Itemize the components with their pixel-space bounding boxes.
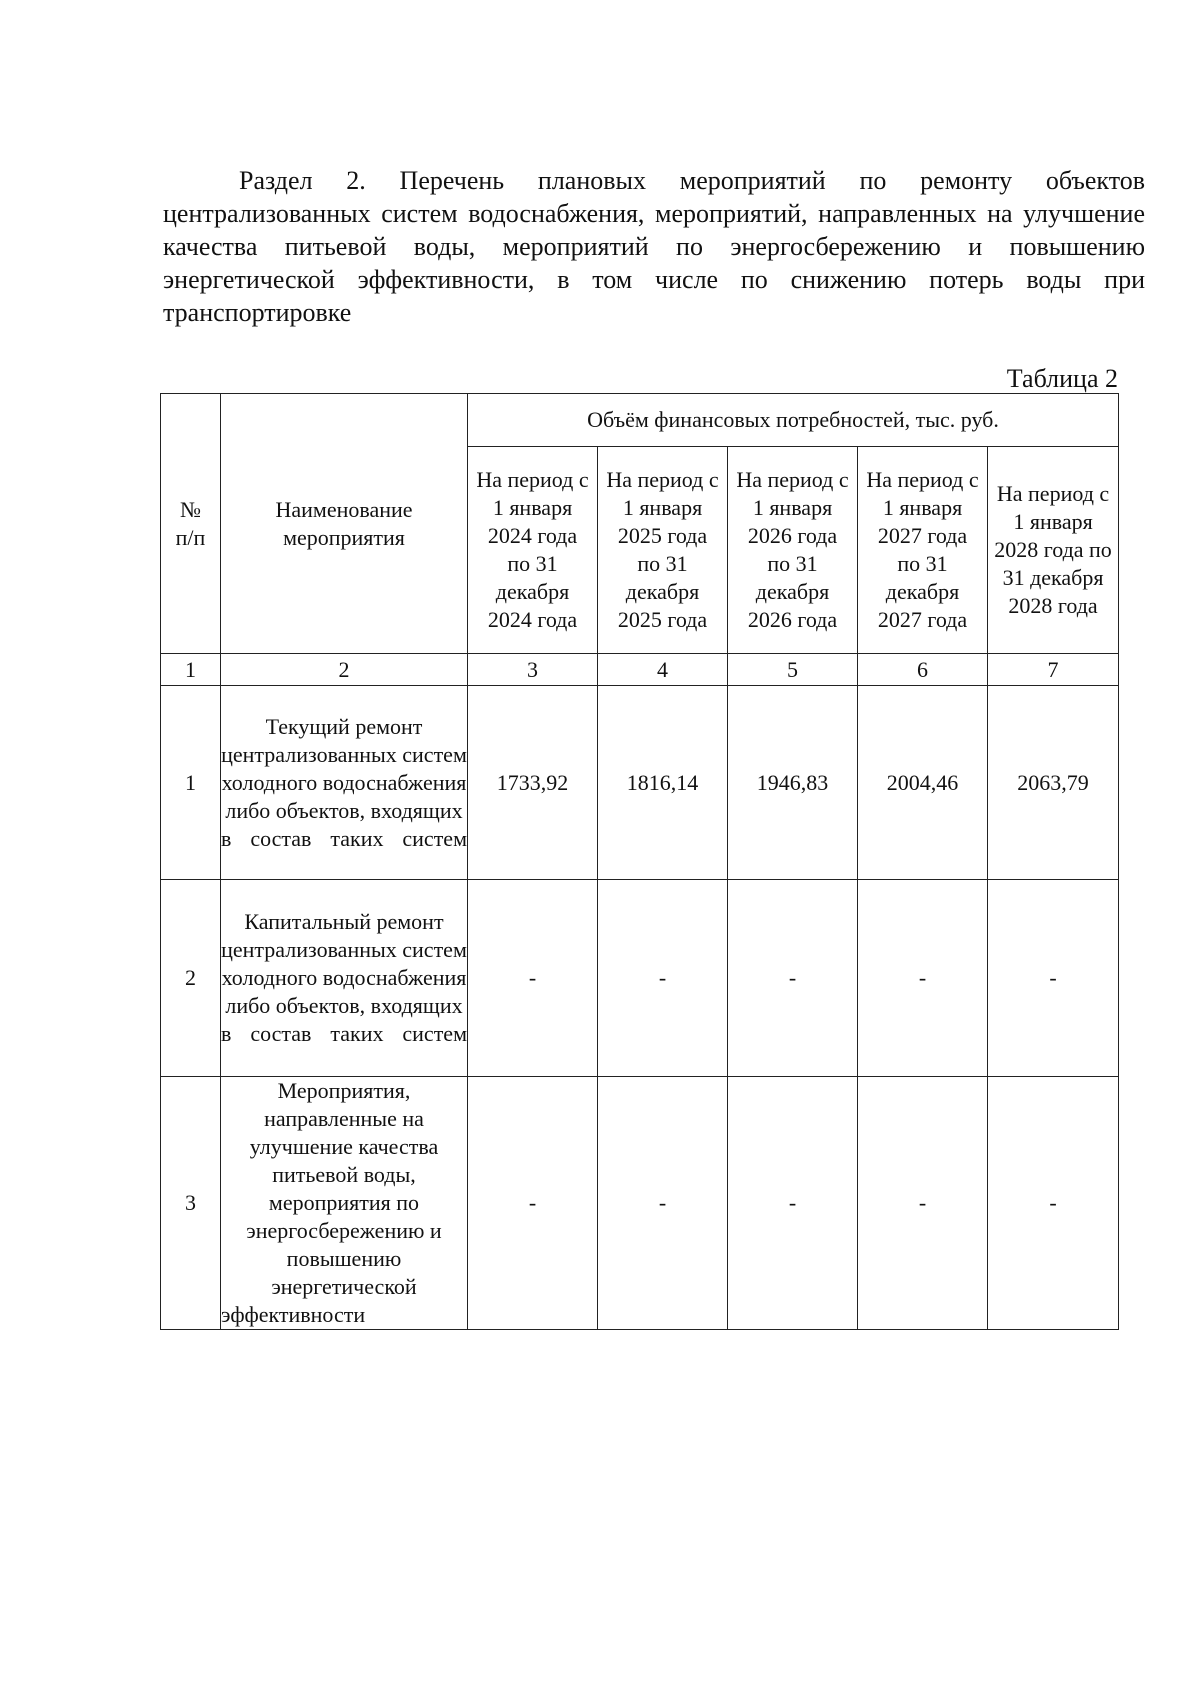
period-header-2024: На период с 1 января 2024 года по 31 декабря 2024 года: [468, 447, 598, 654]
row-value: 2004,46: [858, 686, 988, 880]
column-numbers-row: [161, 654, 1119, 686]
row-value: -: [598, 880, 728, 1077]
column-number: 2: [221, 654, 468, 686]
period-header-2025: На период с 1 января 2025 года по 31 декабря 2025 года: [598, 447, 728, 654]
row-value: 1816,14: [598, 686, 728, 880]
table-row: [161, 686, 1119, 880]
row-number: 1: [161, 686, 221, 880]
row-value: -: [728, 1077, 858, 1330]
column-number: 7: [988, 654, 1119, 686]
row-value: -: [988, 880, 1119, 1077]
financial-needs-table: [160, 393, 1119, 1330]
row-value: 1733,92: [468, 686, 598, 880]
row-value: 2063,79: [988, 686, 1119, 880]
row-value: -: [468, 1077, 598, 1330]
column-number: 6: [858, 654, 988, 686]
row-value: -: [598, 1077, 728, 1330]
row-name: Капитальный ремонт централизованных систем холодного водоснабжения либо объектов, входящих в состав таких систем: [221, 880, 468, 1077]
table-row: [161, 1077, 1119, 1330]
group-header: Объём финансовых потребностей, тыс. руб.: [468, 394, 1119, 447]
row-number: 3: [161, 1077, 221, 1330]
row-name: Текущий ремонт централизованных систем холодного водоснабжения либо объектов, входящих в состав таких систем: [221, 686, 468, 880]
section-heading: Раздел 2. Перечень плановых мероприятий по ремонту объектов централизованных систем водоснабжения, мероприятий, направленных на улучшение качества питьевой воды, мероприятий по энергосбережению и повышению энергетической эффективности, в том числе по снижению потерь воды при транспортировке: [163, 166, 1145, 327]
column-number: 3: [468, 654, 598, 686]
period-header-2028: На период с 1 января 2028 года по 31 декабря 2028 года: [988, 447, 1119, 654]
row-value: -: [468, 880, 598, 1077]
row-value: -: [988, 1077, 1119, 1330]
table-row: [161, 880, 1119, 1077]
row-name: Мероприятия, направленные на улучшение качества питьевой воды, мероприятия по энергосбережению и повышению энергетической эффективности: [221, 1077, 468, 1330]
col-name-header: Наименование мероприятия: [221, 394, 468, 654]
table-label: Таблица 2: [1006, 364, 1118, 393]
column-number: 5: [728, 654, 858, 686]
row-number: 2: [161, 880, 221, 1077]
column-number: 1: [161, 654, 221, 686]
column-number: 4: [598, 654, 728, 686]
row-value: -: [858, 1077, 988, 1330]
period-header-2027: На период с 1 января 2027 года по 31 декабря 2027 года: [858, 447, 988, 654]
period-header-2026: На период с 1 января 2026 года по 31 декабря 2026 года: [728, 447, 858, 654]
row-value: 1946,83: [728, 686, 858, 880]
row-value: -: [858, 880, 988, 1077]
row-value: -: [728, 880, 858, 1077]
col-no-header: № п/п: [161, 394, 221, 654]
